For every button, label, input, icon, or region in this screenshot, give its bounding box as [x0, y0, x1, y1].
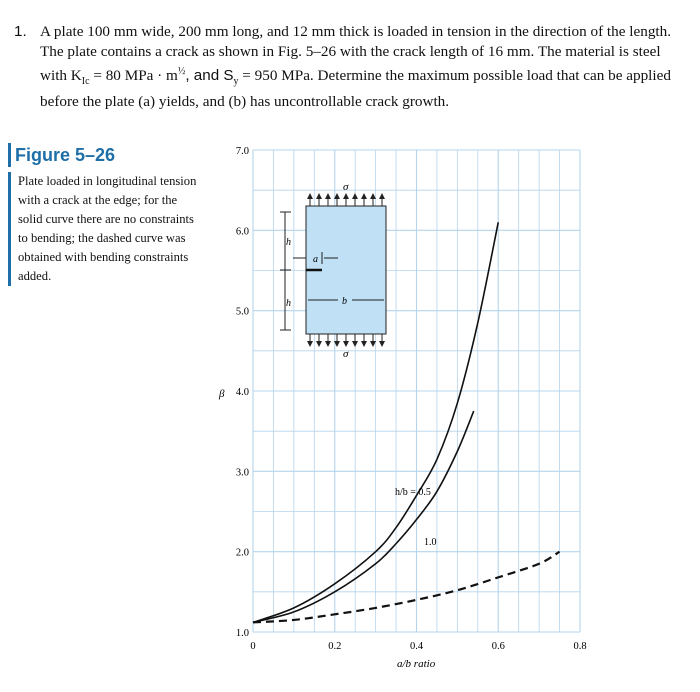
- h-lower-label: h: [286, 298, 291, 309]
- y-axis-label: β: [219, 388, 225, 400]
- x-tick-label: 0.2: [328, 641, 342, 652]
- annotation-hb05: h/b = 0.5: [395, 487, 431, 498]
- y-tick-label: 1.0: [235, 628, 249, 639]
- h-upper-label: h: [286, 237, 291, 248]
- y-tick-label: 5.0: [235, 306, 249, 318]
- problem-line-2: The plate contains a crack as shown in Fig. 5–26 with the crack length of 16 mm. The material is steel: [40, 43, 661, 60]
- x-tick-label: 0.6: [491, 641, 505, 652]
- y-tick-label: 6.0: [235, 226, 249, 238]
- h-dimension: [280, 212, 291, 330]
- problem-line-1: A plate 100 mm wide, 200 mm long, and 12 mm thick is loaded in tension in the direction of the length.: [40, 23, 672, 40]
- x-axis-label: a/b ratio: [397, 658, 436, 670]
- problem-number: 1.: [14, 23, 27, 40]
- chart-ticks: [236, 146, 587, 652]
- chart-curves: [253, 222, 560, 622]
- figure-caption: Plate loaded in longitudinal tension with a crack at the edge; for the solid curve there are no constraints to bending; the dashed curve was obtained with bending constraints added.: [8, 172, 204, 286]
- y-tick-label: 4.0: [235, 387, 249, 398]
- sigma-bottom-label: σ: [343, 348, 349, 360]
- x-tick-label: 0.8: [573, 641, 587, 652]
- curve-dashed-constrained: [253, 552, 560, 623]
- x-tick-label: 0.4: [409, 641, 424, 652]
- problem-line-3: with $K_{Ic} = 80$ MPa · $m^{\frac{1}{2}}$, and $S_y = 950$ MPa. Determine the maximum possible load that can be applied: [40, 66, 671, 88]
- x-tick-label: 0: [250, 641, 256, 652]
- sigma-top-label: σ: [343, 181, 349, 193]
- chart-grid: [253, 150, 580, 632]
- curve-hb-1-0: [253, 411, 474, 622]
- problem-line-4: before the plate (a) yields, and (b) has uncontrollable crack growth.: [40, 93, 450, 111]
- figure-title: Figure 5–26: [8, 143, 115, 167]
- y-tick-label: 7.0: [235, 146, 249, 157]
- annotation-1-0: 1.0: [424, 537, 437, 548]
- b-label: b: [342, 296, 347, 307]
- y-tick-label: 2.0: [235, 547, 249, 559]
- y-tick-label: 3.0: [235, 467, 249, 479]
- a-label: a: [313, 254, 318, 265]
